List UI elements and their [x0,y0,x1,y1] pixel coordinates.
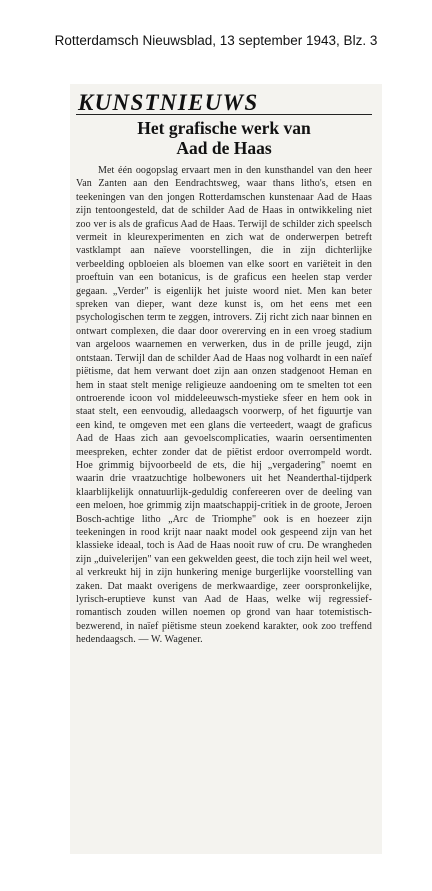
section-heading: KUNSTNIEUWS [78,90,259,115]
article-body: Met één oogopslag ervaart men in den kunsthandel van den heer Van Zanten aan den Eendrachtsweg, waar thans litho's, etsen en teekeningen van den jongen Rotterdamschen kunstenaar Aad de Haas zijn tentoongesteld, dat de schilder Aad de Haas in ontwikkeling niet zoo ver is als de graficus Aad de Haas. Terwijl de schilder zich speelsch vermeit in kleurexperimenten en zich wat de onderwerpen betreft vastklampt aan naïeve voorstellingen, die in zijn dichterlijke verbeelding opbloeien als bloemen van elke soort en variëteit in den proeftuin van een botanicus, is de graficus een heelen stap verder gegaan. „Verder" is eigenlijk het juiste woord niet. Men kan beter spreken van dieper, want deze kunst is, om het eens met een psychologischen term te zeggen, introvers. Zij richt zich naar binnen en ontwart complexen, die daar door overerving en in een vroeg stadium van argeloos waarnemen en verwerken, dus in de prille jeugd, zijn ontstaan. Terwijl dan de schilder Aad de Haas nog volhardt in een naïef piëtisme, dat hem verwant doet zijn aan onzen stadgenoot Heman en hem in staat stelt menige religieuze aandoening om te smelten tot een ontroerende icoon vol middeleeuwsch-mystieke sfeer en hem ook in staat stelt, een eenvoudig, alledaagsch voorwerp, of het figuurtje van een kind, te omgeven met een glans die verteedert, waagt de graficus Aad de Haas zich aan gevoelscomplicaties, waarin oersentimenten meespreken, echter zonder dat de piëtist erdoor overrompeld wordt. Hoe grimmig bijvoorbeeld de ets, die hij „vergadering" noemt en waarin drie vraatzuchtige holbewoners uit het Neanderthal-tijdperk klaarblijkelijk onnatuurlijk-geduldig confereeren over de deeling van een meloen, hoe grimmig zijn maatschappij-critiek in de groote, Jeroen Bosch-achtige litho „Arc de Triomphe" ook is en hoezeer zijn teekeningen in rood krijt naar naakt model ook gespeend zijn van het klassieke ideaal, toch is Aad de Haas nooit ruw of cru. De wrangheden zijn „duivelerijen" van een gekwelden geest, die toch zijn heil wel weet, al verkreukt hij in zijn hunkering menige burgerlijke voorstelling van zaken. Dat maakt overigens de merkwaardige, zeer oorspronkelijke, lyrisch-eruptieve kunst van Aad de Haas, welke wij regressief-romantisch zouden willen noemen op grond van haar totemistisch-bezwerend, in naïef piëtisme steun zoekend karakter, ook zoo treffend hedendaagsch. — W. Wagener. [76,165,372,646]
source-caption: Rotterdamsch Nieuwsblad, 13 september 1943, Blz. 3 [54,33,378,48]
headline-line-2: Aad de Haas [176,138,272,158]
headline-line-1: Het grafische werk van [137,118,311,138]
section-rule [76,114,372,115]
article-headline [76,118,372,158]
